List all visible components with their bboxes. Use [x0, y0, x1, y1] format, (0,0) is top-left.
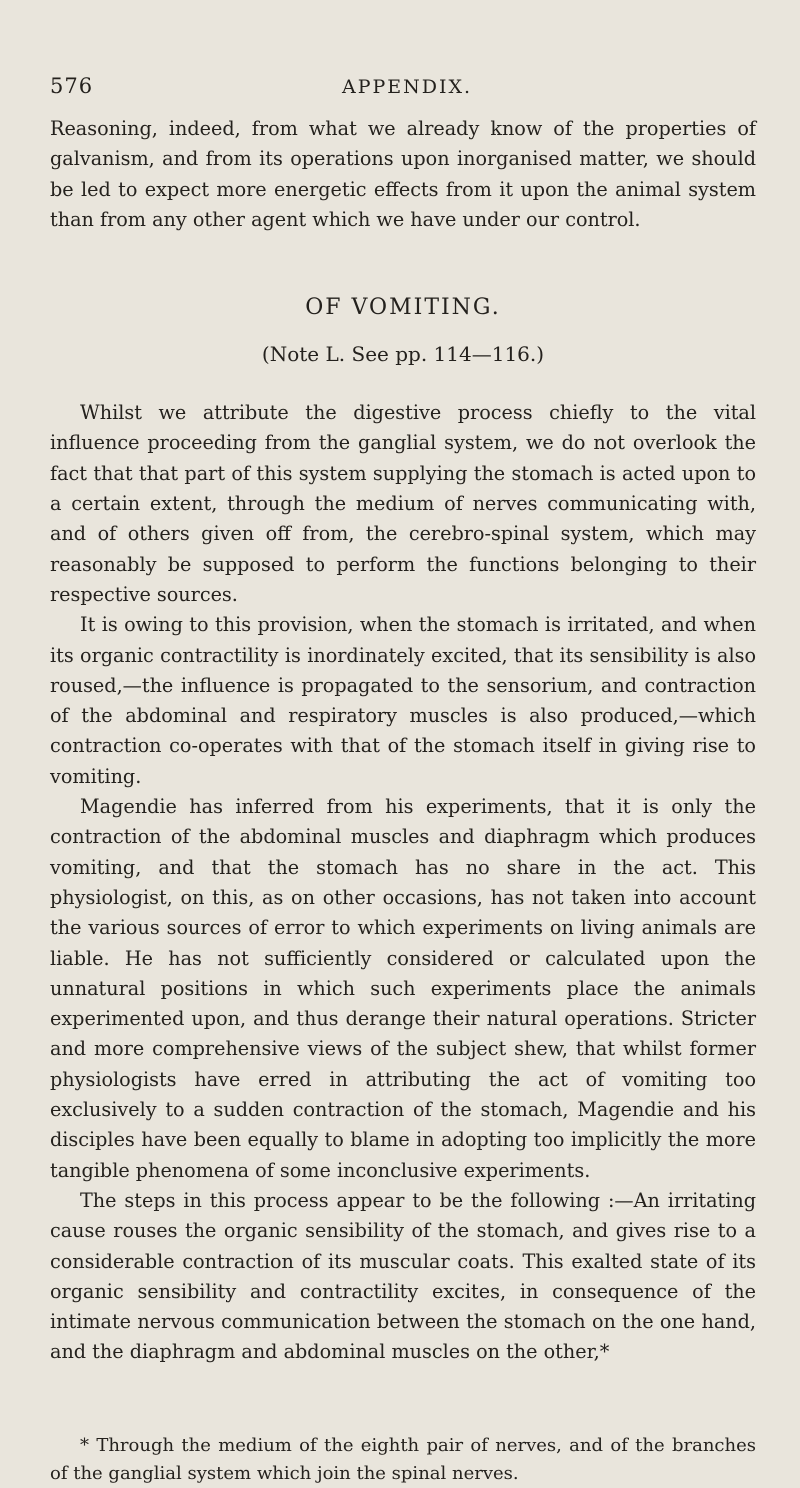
body-paragraph: Magendie has inferred from his experiments, that it is only the contraction of the abdominal muscles and diaphragm which produces vomiting, and that the stomach has no share in the act. This physiologist, on this, as on other occasions, has not taken into account the various sources of error to which experiments on living animals are liable. He has not sufficiently considered or calculated upon the unnatural positions in which such experiments place the animals experimented upon, and thus derange their natural operations. Stricter and more comprehensive views of the subject shew, that whilst former physiologists have erred in attributing the act of vomiting too exclusively to a sudden contraction of the stomach, Magendie and his disciples have been equally to blame in adopting too implicitly the more tangible phenomena of some inconclusive experiments.	[50, 795, 756, 1182]
page-header	[50, 0, 756, 98]
section-title: OF VOMITING.	[305, 295, 501, 321]
running-head: APPENDIX.	[342, 76, 473, 98]
intro-paragraph: Reasoning, indeed, from what we already know of the properties of galvanism, and from its operations upon inorganised matter, we should be led to expect more energetic effects from it upon the animal system than from any other agent which we have under our control.	[50, 117, 756, 231]
body-paragraph: It is owing to this provision, when the stomach is irritated, and when its organic contractility is inordinately excited, that its sensibility is also roused,—the influence is propagated to the sensorium, and contraction of the abdominal and respiratory muscles is also produced,—which contraction co-operates with that of the stomach itself in giving rise to vomiting.	[50, 613, 756, 788]
page-number: 576	[50, 74, 94, 98]
footnote: * Through the medium of the eighth pair of nerves, and of the branches of the ganglial system which join the spinal nerves.	[50, 1434, 756, 1484]
body-paragraph: The steps in this process appear to be the following :—An irritating cause rouses the organic sensibility of the stomach, and gives rise to a considerable contraction of its muscular coats. This exalted state of its organic sensibility and contractility excites, in consequence of the intimate nervous communication between the stomach on the one hand, and the diaphragm and abdominal muscles on the other,*	[50, 1188, 756, 1364]
body-paragraph: Whilst we attribute the digestive process chiefly to the vital influence proceeding from the ganglial system, we do not overlook the fact that that part of this system supplying the stomach is acted upon to a certain extent, through the medium of nerves communicating with, and of others given off from, the cerebro-spinal system, which may reasonably be supposed to perform the functions belonging to their respective sources.	[50, 401, 756, 606]
note-reference: (Note L. See pp. 114—116.)	[261, 342, 545, 367]
